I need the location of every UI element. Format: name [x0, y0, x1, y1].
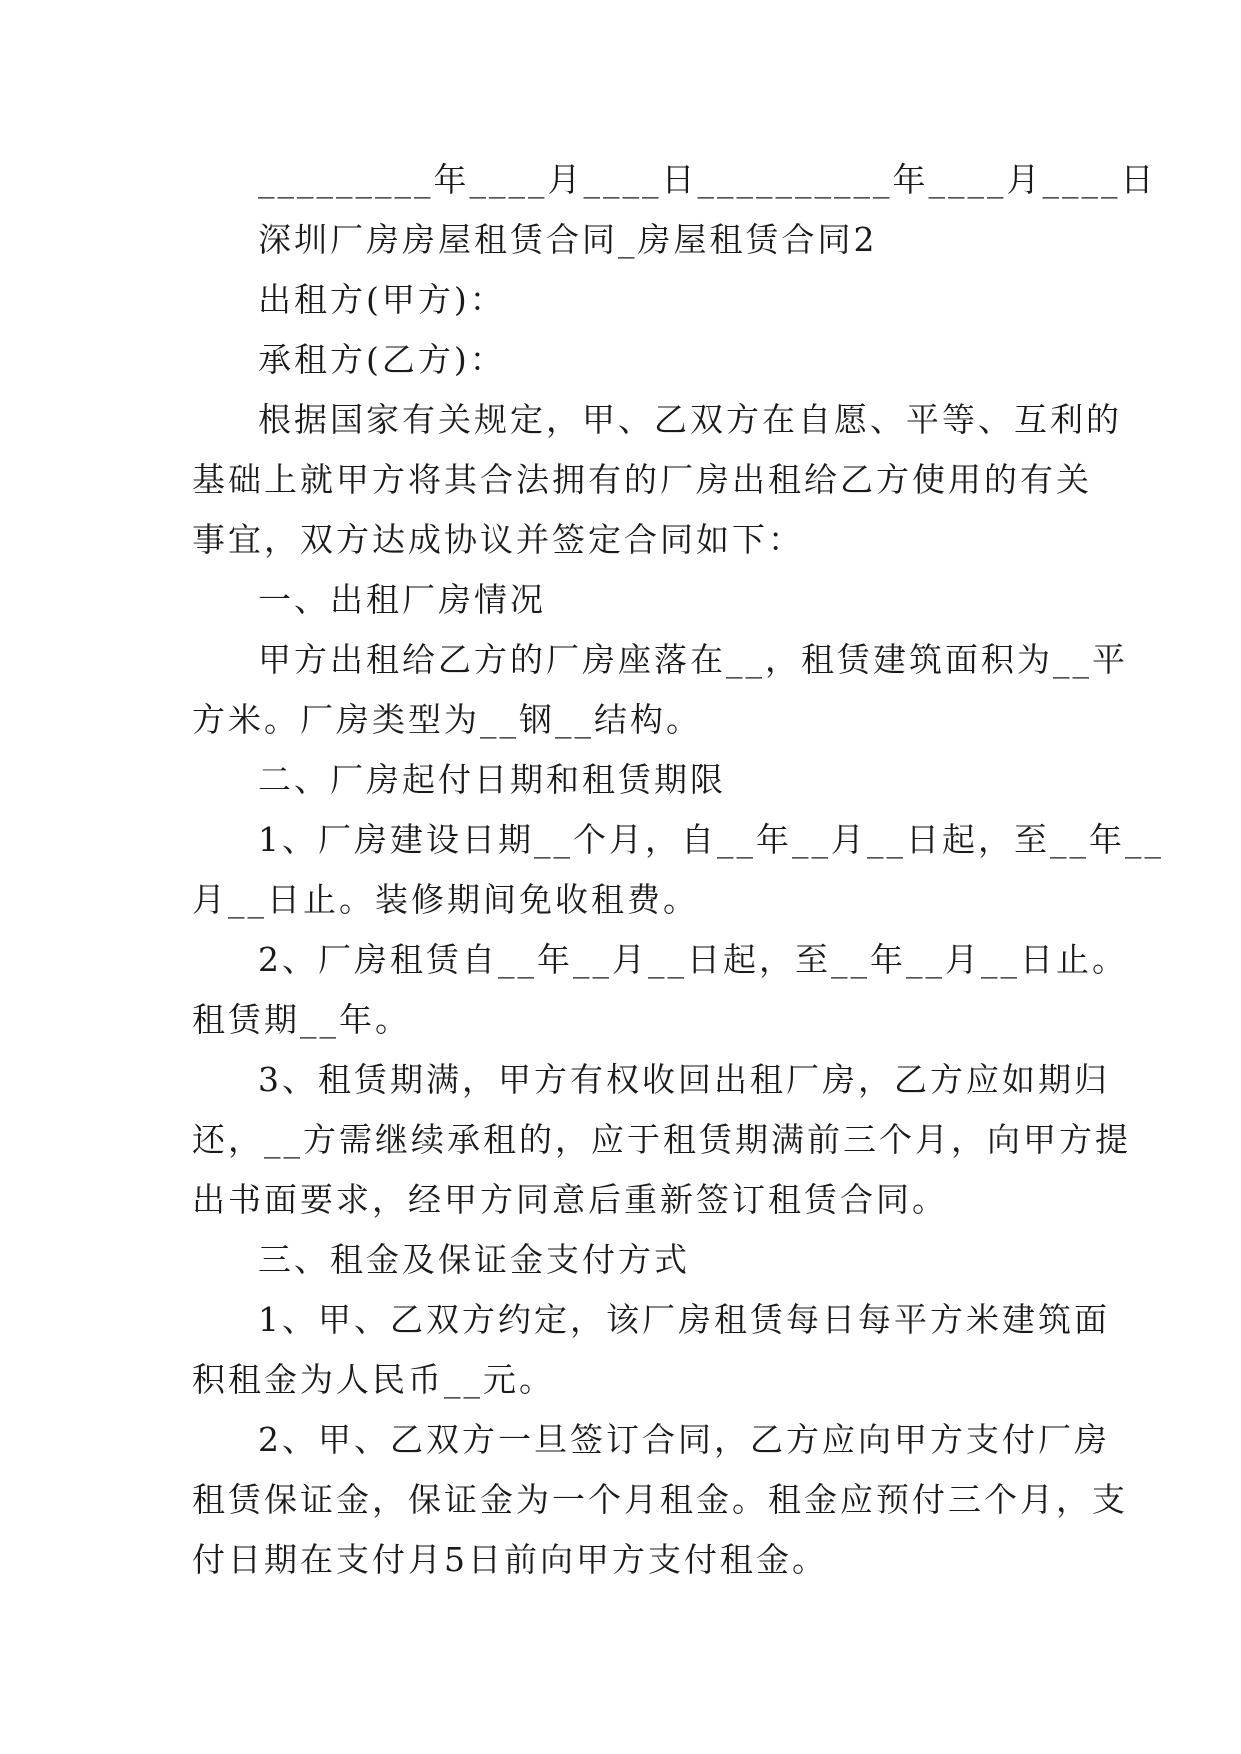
preamble-line: 事宜，双方达成协议并签定合同如下：	[192, 520, 804, 559]
signature-date-line: _________年____月____日__________年____月____日	[258, 160, 1157, 199]
clause-line: 积租金为人民币__元。	[192, 1360, 555, 1399]
clause-line: 方米。厂房类型为__钢__结构。	[192, 700, 702, 739]
clause-line: 2、厂房租赁自__年__月__日起，至__年__月__日止。	[258, 940, 1128, 979]
clause-line: 1、厂房建设日期__个月，自__年__月__日起，至__年__	[258, 820, 1164, 859]
lessor-label: 出租方(甲方)：	[258, 280, 506, 319]
lessee-label: 承租方(乙方)：	[258, 340, 506, 379]
clause-line: 租赁保证金，保证金为一个月租金。租金应预付三个月，支	[192, 1480, 1128, 1519]
clause-line: 租赁期__年。	[192, 1000, 411, 1039]
section-heading: 二、厂房起付日期和租赁期限	[258, 760, 726, 799]
clause-line: 3、租赁期满，甲方有权收回出租厂房，乙方应如期归	[258, 1060, 1110, 1099]
clause-line: 甲方出租给乙方的厂房座落在__，租赁建筑面积为__平	[258, 640, 1128, 679]
document-page	[192, 150, 1164, 1590]
section-heading: 三、租金及保证金支付方式	[258, 1240, 690, 1279]
clause-line: 还，__方需继续承租的，应于租赁期满前三个月，向甲方提	[192, 1120, 1131, 1159]
clause-line: 付日期在支付月5日前向甲方支付租金。	[192, 1540, 828, 1579]
preamble-line: 根据国家有关规定，甲、乙双方在自愿、平等、互利的	[258, 400, 1122, 439]
clause-line: 出书面要求，经甲方同意后重新签订租赁合同。	[192, 1180, 948, 1219]
document-title: 深圳厂房房屋租赁合同_房屋租赁合同2	[258, 220, 878, 259]
clause-line: 月__日止。装修期间免收租费。	[192, 880, 699, 919]
clause-line: 1、甲、乙双方约定，该厂房租赁每日每平方米建筑面	[258, 1300, 1110, 1339]
preamble-line: 基础上就甲方将其合法拥有的厂房出租给乙方使用的有关	[192, 460, 1092, 499]
clause-line: 2、甲、乙双方一旦签订合同，乙方应向甲方支付厂房	[258, 1420, 1110, 1459]
section-heading: 一、出租厂房情况	[258, 580, 546, 619]
